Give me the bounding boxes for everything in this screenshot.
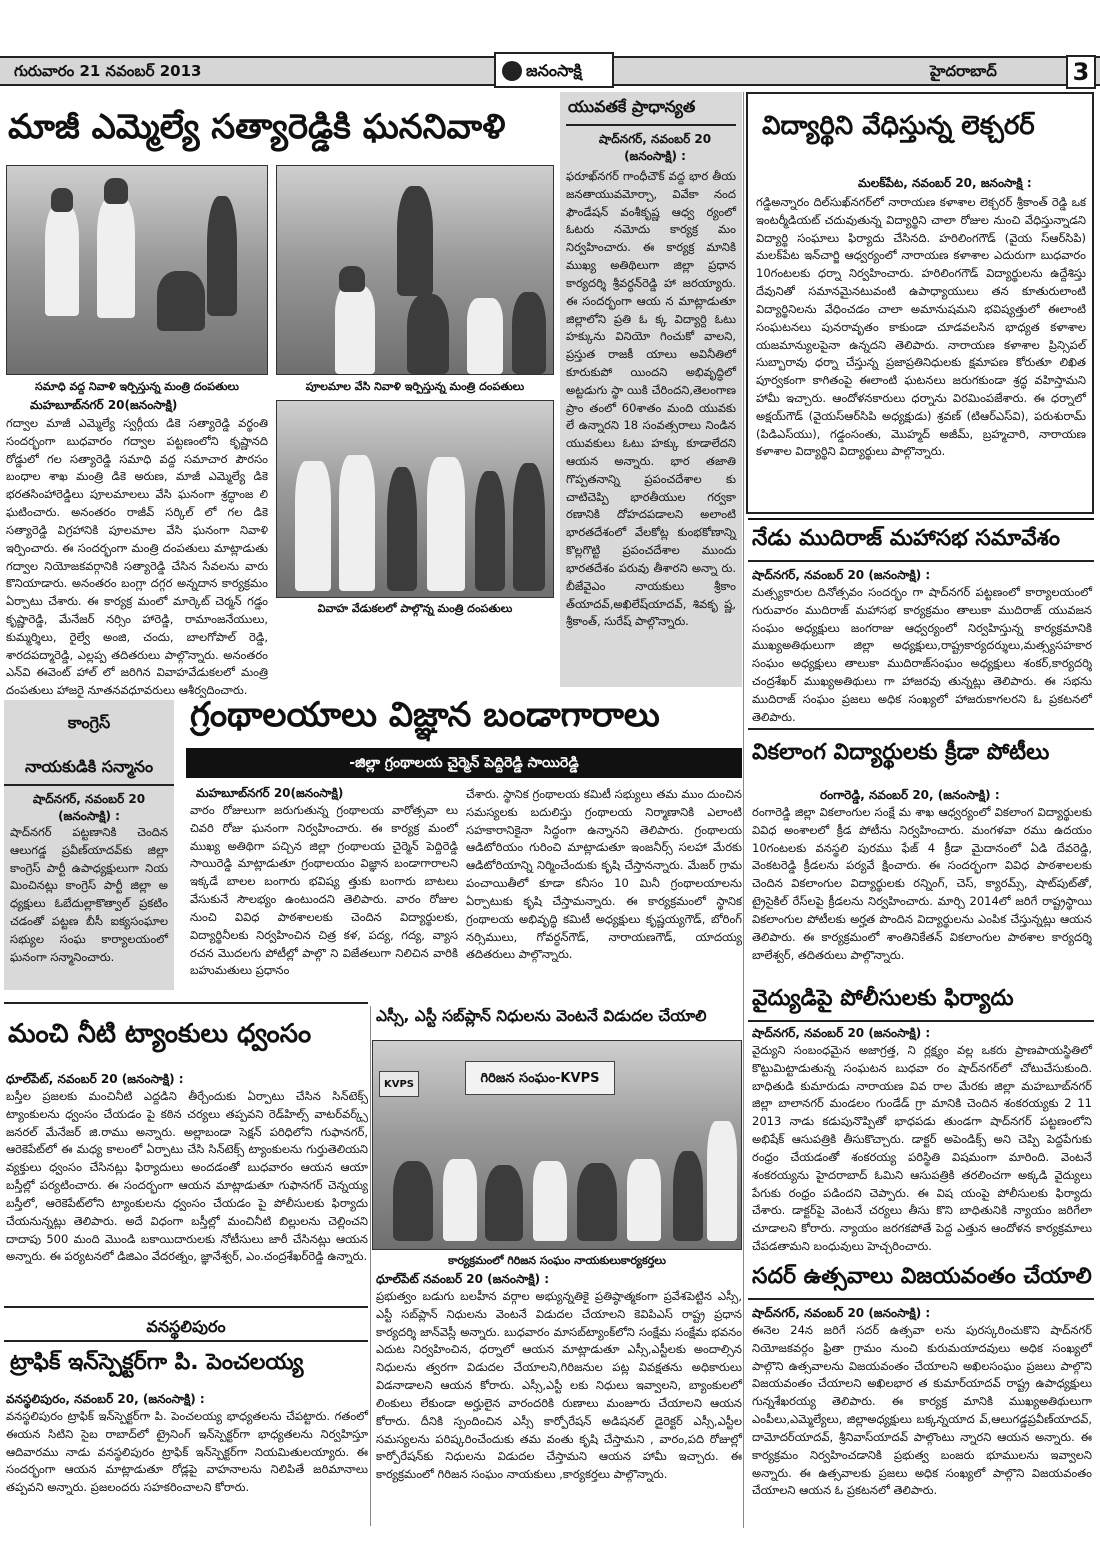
congress-dateline: షాద్‌నగర్, నవంబర్ 20 (జనంసాక్షి) :	[32, 792, 146, 823]
satyareddy-body: గద్వాల మాజీ ఎమ్మెల్యే స్వర్గీయ డికె సత్యారెడ్డి వర్థంతి సందర్భంగా బుధవారం గద్వాల పట్టణంలోని కృష్ణానది రోడ్డులో గల సత్యారెడ్డి సమాధి వద్ద సమాచార పౌరసం బంధాల శాఖ మంత్రి డికె అరుణ, మాజీ ఎమ్మెల్యే డికె భరతసింహారెడ్డిలు పూలమాలలు వేసి ఘనంగా శ్రద్ధాంజ లి ఘటించారు. అనంతరం రాజీవ్ సర్కిల్ లో గల డికె సత్యారెడ్డి విగ్రహానికి పూలమాల వేసి ఘనంగా నివాళి ఇర్పించారు. ఈ సందర్భంగా మంత్రి దంపతులు మాట్లాడుతు గద్వాల నియోజకవర్గానికి సత్యారెడ్డి చేసిన సేవలను వారు కొనియాడారు. అనంతరం బంగ్లా దగ్గర అన్నదాన కార్యక్రమం ఏర్పాటు చేశారు. ఈ కార్యక్ర మంలో మార్కెట్ చెర్మన్ గడ్డం కృష్ణారెడ్డి, మేనేజర్ నర్సిం హారెడ్డి, రామాంజనేయులు, కుమ్మర్శిలు, రైల్వే అంజి, చందు, బాలగోపాల్ రెడ్డి, శారదపద్మారెడ్డి, ఎల్లప్ప తదితరులు పాల్గొన్నారు. అనంతరం ఎన్‌వి ఈవెంట్ హాల్ లో జరిగిన వివాహవేడుకలలో మంత్రి దంపతులు హాజరై నూతనవధూవరులు ఆశీర్వదించారు.	[6, 416, 268, 698]
youth-panel	[560, 92, 742, 687]
youth-dateline: షాద్‌నగర్, నవంబర్ 20 (జనంసాక్షి) :	[598, 132, 712, 163]
issue-date: గురువారం 21 నవంబర్ 2013	[14, 62, 202, 80]
sadar-rule	[748, 1298, 1094, 1300]
lecturer-body: గడ్డిఅన్నారం దిల్‌సుఖ్‌నగర్‌లో నారాయణ కళాశాల లెక్చరర్ శ్రీకాంత్ రెడ్డి ఒక ఇంటర్మీడియట్ చదువుతున్న విద్యార్థిని చాలా రోజుల నుంచి వేధిస్తున్నాడని విద్యార్థి సంఘాలు ఫిర్యాదు చేసినది. హరిలింగగౌడ్ (వైయ స్‌ఆర్‌సిపి) మలక్‌పేట ఇన్‌చార్జి ఆధ్వర్యంలో నారాయణ కళాశాల ఎదురుగా బుధవారం 10గంటలకు ధర్నా నిర్వహించారు. హరిలింగగౌడ్ విద్యార్థులను ఉద్దేశిస్తు దేవునితో సమానమైనటువంటి ఉపాధ్యాయులు తన కూతురులాంటి విద్యార్థినిలను వేధించడం చాలా అమానుషమని భవిష్యత్తులో ఈలాంటి సంఘటనలు పునరావృతం కాకుండా చూడవలసిన భాధ్యత కళాశాల యజమాన్యులపైనా ఉన్నదని తెలిపారు. నారాయణ కళాశాల ప్రిన్సిపల్ సుబ్బారావు ధర్నా చేస్తున్న ప్రజాప్రతినిధులకు క్షమాపణ కోరుతూ లిఖిత పూర్వకంగా కాగితంపై ఈలాంటి ఘటనలు జరుగకుండా శ్రద్ధ వహిస్తామని హామీ ఇచ్చారు. ఆందోళనకారులు ధర్నాను విరమింపజేశారు. ఈ ధర్నాలో అక్షయ్‌గౌడ్ (వైయస్‌ఆర్‌సిపి అధ్యక్షుడు) శ్రవణ్ (టిఆర్‌ఎస్‌వి), పరుశురామ్ (పిడిఎస్‌యు), గడ్డంసంతు, మొహ్మద్ అజీమ్, బ్రహ్మచారి, నారాయణ కళాశాల విద్యార్థిని విద్యార్థులు పాల్గొన్నారు.	[756, 195, 1086, 459]
congress-body: షాద్‌నగర్ పట్టణానికి చెందిన ఆలుగడ్డ ప్రవీణ్‌యాదవ్‌కు జిల్లా కాంగ్రెస్ పార్టీ ఉపాధ్యక్షులుగా నియ మించినట్లు కాంగ్రెస్ పార్టీ జిల్లా అ ధ్యక్షులు ఓబేదుల్లాకొత్వాల్ ప్రకటిం చడంతో పట్టణ బీసీ ఐక్యసంఘాల సభ్యుల సంఘ కార్యాలయంలో ఘనంగా సన్మానించారు.	[10, 825, 168, 964]
mudiraj-dateline: షాద్‌నగర్, నవంబర్ 20 (జనంసాక్షి) :	[752, 568, 931, 582]
youth-body: ఫరూఖ్‌నగర్ గాంధీచౌక్ వద్ద భార తీయ జనతాయువమోర్చా, వివేకా నంద ఫౌండేషన్ వంశీకృష్ణ ఆధ్వ ర్యంలో ఓటరు నమోదు కార్యక్ర మం నిర్వహించారు. ఈ కార్యక్ర మానికి ముఖ్య అతిథిలుగా జిల్లా ప్రధాన కార్యదర్శి శ్రీవర్ధన్‌రెడ్డి హా జరయ్యారు. ఈ సందర్భంగా ఆయ న మాట్లాడుతూ జిల్లాలోని ప్రతి ఓ క్క విద్యార్ది ఓటు హక్కును వినియో గించుకో వాలని, ప్రస్తుత రాజకీ యాలు అవినీతిలో కూరుకుపో యిందని అభివృద్ధిలో అట్టడుగు స్థా యికి చేరిందని,తెలంగాణ ప్రాం తంలో 60శాతం మంది యువకు లే ఉన్నారని 18 సంవత్సరాలు నిండిన యువకులు ఓటు హక్కు కూడాలేదని ఆయన అన్నారు. భార తజాతి గొప్పతనాన్ని ప్రపంచదేశాల కు చాటిచెప్పి భారతీయుల గర్వకా రణానికి దోహదపడాలని అలాంటి భారతదేశంలో వేలకోట్ల కుంభకోణాన్ని కొల్లగొట్టి ప్రపంచదేశాల ముందు భారతదేశం పరువు తీశారని అన్నా రు. బీజేవైఎం నాయకులు శ్రీకాం త్‌యాదవ్,అఖిలేష్‌యాదవ్, శివకృ ష్ణ, శ్రీకాంత్, సురేష్ పాల్గొన్నారు.	[566, 169, 736, 629]
traffic-headline: ట్రాఫిక్ ఇన్‌స్పెక్టర్‌గా పి. పెంచలయ్య	[10, 1350, 304, 1375]
page-number: 3	[1066, 55, 1096, 89]
library-strap: -జిల్లా గ్రంథాలయ చైర్మెన్ పెద్దిరెడ్డి సాయిరెడ్డి	[186, 748, 742, 778]
lecturer-headline: విద్యార్థిని వేధిస్తున్న లెక్చరర్	[762, 111, 1035, 141]
traffic-body: వనస్థలిపురం ట్రాఫిక్ ఇన్‌స్పెక్టర్‌గా పి. పెంచలయ్య భాధ్యతలను చేపట్టారు. గతంలో ఈయన సిటిని సైబ రాబాద్‌లో ట్రైనింగ్ ఇన్‌స్పెక్టర్‌గా భాధ్యతలను నిర్వహిస్తూ ఆదివారము నాడు వనస్థలిపురం ట్రాఫిక్ ఇన్‌స్పెక్టర్‌గా నియమితులయ్యారు. ఈ సందర్భంగా ఆయన మాట్లాడుతూ రోడ్లపై వాహనాలను నిలిపితే జరిమానాలు తప్పవని అన్నారు. ప్రజలందరు సహకరించాలని కోరారు.	[6, 1409, 368, 1495]
congress-rule	[4, 784, 174, 786]
caption-wedding: వివాహ వేడుకలలో పాల్గొన్న మంత్రి దంపతులు	[317, 602, 513, 615]
library-body-col1: వారం రోజులుగా జరుగుతున్న గ్రంథాలయ వారోత్సవా లు చివరి రోజు ఘనంగా నిర్వహించారు. ఈ కార్యక్ర మంలో ముఖ్య అతిథిగా పచ్చిన జిల్లా గ్రంథాలయ చైర్మెన్ పెద్దిరెడ్డి సాయిరెడ్డి మాట్లాడుతూ గ్రంథాలయం విజ్ఞాన బండాగారాలని ఇక్కడే బాలల బంగారు భవిష్య త్తుకు బంగారు బాటలు వేసుకునే సౌలభ్యం ఉంటుందని తెలిపారు. వారం రోజుల నుంచి వివిధ పాఠశాలలకు చెందిన విద్యార్థులకు, విద్యార్థినీలకు నిర్వహించిన చిత్ర కళ, పద్య, గద్య, వ్యాస రచన మొదలగు పోటీల్లో పాల్గొ ని విజేతలుగా నిలిచిన వారికి బహుమతులు ప్రధానం	[190, 803, 458, 978]
handicapped-body: రంగారెడ్డి జిల్లా వికలాంగుల సంక్షే మ శాఖ ఆధ్వర్యంలో వికలాంగ విద్యార్థులకు వివిధ అంశాలలో క్రీడ పోటీను నిర్వహించారు. మంగళవా రము ఉదయం 10గంటలకు వనస్థలి పురము ఫేజ్ 4 క్రీడా మైదానంలో ఏడి దేవరెడ్డి, వెంకటరెడ్డి క్రీడలను పర్యవే క్షించారు. ఈ సందర్భంగా వివిధ పాఠశాలలకు చెందిన వికలాంగుల విద్యార్థులకు రన్నింగ్, చెస్, క్యారమ్స్, షాట్‌పుట్‌తో, ట్రైసైకిల్ రేస్‌లపై క్రీడలను నిర్వహించారు. మార్చి 2014లో జరిగే రాష్ట్రస్థాయి వికలాంగుల పోటీలకు అర్హత పొందిన విద్యార్థులను ఎంపిక చేస్తున్నట్లు ఆయన తెలిపారు. ఈ కార్యక్రమంలో శాంతినికేతన్ వికలాంగుల పాఠశాల కార్యదర్శి బాలేశ్వర్, తదితరులు పాల్గొన్నారు.	[752, 805, 1092, 962]
photo-kvps-dharna	[372, 1040, 742, 1250]
lecturer-box	[746, 92, 1094, 514]
traffic-rule	[4, 1306, 368, 1308]
satyareddy-dateline: మహబూబ్‌నగర్ 20(జనంసాక్షి)	[30, 398, 178, 412]
mudiraj-rule	[748, 518, 1094, 520]
subplan-headline: ఎస్సీ, ఎస్టీ సబ్‌ప్లాన్ నిధులను వెంటనే విడుదల చేయాలి	[376, 1007, 707, 1025]
subplan-body: ప్రభుత్వం బడుగు బలహీన వర్గాల అభ్యున్నతికై ప్రతిష్ఠాత్మకంగా ప్రవేశపెట్టిన ఎస్సీ, ఎస్టీ సబ్‌ప్లాన్ నిధులను వెంటనే విడుదల చేయాలని కెవిపిఎస్ రాష్ట్ర ప్రధాన కార్యదర్శి జాన్‌వెస్లీ అన్నారు. బుధవారం మాసబ్‌ట్యాంక్‌లోని సంక్షేమ సంక్షేమ భవనం ఎదుట నిర్వహించిన, ధర్నాలో ఆయన మాట్లాడుతూ ఎస్సీ,ఎస్టీలకు అందాల్సిన నిధులను త్వరగా విడుదల చేయాలని,గిరిజనుల పట్ల వివక్షతను అధికారులు విడనాడాలని ఆయన కోరారు. ఎస్సీ,ఎస్టీ లకు నిధులు ఇవ్వాలని, బ్యాంకులలో లింకులు లేకుండా అర్హులైన వారందరికి రుణాలు మంజూరు చేయాలని ఆయన కోరారు. దీనికి స్పందించిన ఎస్సీ కార్పోరేషన్ అడిషనల్ డైరెక్టర్ ఎస్సీ,ఎస్టీల సమస్యలను పరిష్కరించేందుకు తమ వంతు కృషి చేస్తామని , వారం,పది రోజుల్లో కార్పోరేషన్‌కు నిధులను విడుదల చేస్తామని ఆయన హామీ ఇచ్చారు. ఈ కార్యక్రమంలో గిరిజన సంఘం నాయకులు ,కార్యకర్తలు పాల్గొన్నారు.	[376, 1289, 742, 1482]
congress-headline: నాయకుడికి సన్మానం	[24, 757, 154, 776]
subplan-dateline: ధూల్‌పేట్ నవంబర్ 20 (జనంసాక్షి) :	[376, 1272, 550, 1286]
mudiraj-body: మత్స్యకారుల దినోత్సవం సందర్భం గా షాద్‌నగర్ పట్టణంలో కార్యాలయంలో గురువారం ముదిరాజ్ మహాసభ కార్యక్రమం తాలుకా ముదిరాజ్ యువజన సంఘం అధ్యక్షులు జంగరాజు ఆధ్వర్యంలో నిర్వహిస్తున్న కార్యక్రమానికి ముఖ్యఅతిథులుగా జిల్లా అధ్యక్షులు,రాష్ట్రకార్యదర్శులు,మత్స్యసహకార సంఘం అధ్యక్షులు తాలుకా ముదిరాజ్‌సంఘం అధ్యక్షులు శంకర్,కార్యదర్శి చంద్రశేఖర్ ముఖ్యఅతిథులు గా హాజరవు తున్నట్లు తెలిపారు. ఈ సభను ముదిరాజ్ సంఘం ప్రజలు అధిక సంఖ్యలో హాజరుకాగలరని ఓ ప్రకటనలో తెలిపారు.	[752, 585, 1092, 724]
library-body-col2: చేశారు. స్థానిక గ్రంథాలయ కమిటీ సభ్యులు తమ ముం దుంచిన సమస్యలకు బదులిస్తు గ్రంథాలయ నిర్మాణానికి ఎలాంటి సహకారానికైనా సిద్ధంగా ఉన్నానని తెలిపారు. గ్రంథాలయ ఆడిటోరియం గురించి మాట్లాడుతూ ఇంజనీర్స్ సలహా మేరకు ఆడిటోరియాన్ని నిర్మించేందుకు కృషి చేస్తానన్నారు. మేజర్ గ్రామ పంచాయితీలో కూడా కనీసం 10 మినీ గ్రంథాలయాలను ఏర్పాటుకు కృషి చేస్తామన్నారు. ఈ కార్యక్రమంలో స్థానిక గ్రంథాలయ అభివృద్ధి కమిటీ అధ్యక్షులు కృష్ణయ్యగౌడ్, బోరింగ్ నర్సిములు, గోవర్ధన్‌గౌడ్, నారాయణగౌడ్, యాదయ్య తదితరులు పాల్గొన్నారు.	[466, 787, 742, 962]
tanks-body: బస్తీల ప్రజలకు మంచినీటి ఎద్దడిని తీర్చేందుకు ఏర్పాటు చేసిన సిన్‌టెక్స్ ట్యాంకులను ధ్వంసం చేయడం పై కఠిన చర్యలు తప్పవని రెడ్‌హిల్స్ వాటర్‌వర్క్స్ జనరల్ మేనేజర్ జి.రాము అన్నారు. అల్లాబండా సెక్షన్ పరిధిలోని గుఫానగర్, ఆరెకెపేట్‌లో ఈ మధ్య కాలంలో ఏర్పాటు చేసి సిన్‌టెక్స్ ట్యాంకులను గుర్తుతెలియని వ్యక్తులు ధ్వంసం చేసినట్లు ఫిర్యాదులు అందడంతో బుధవారం ఆయన ఆయా బస్తీల్లో పర్యటించారు. ఈ సందర్భంగా ఆయన మాట్లాడుతూ గుఫానగర్ చెన్నయ్య బస్తీలో, ఆరెకెపేట్‌లోని ట్యాంకులను ధ్వంసం చేయడం పై పోలీసులకు ఫిర్యాదు చేయనున్నట్లు తెలిపారు. అదే విధంగా బస్తీల్లో మంచినీటి బిల్లులను చెల్లించని దాదాపు 500 మంది మొండి బకాయిదారులకు నోటీసులు జారీ చేసినట్లు ఆయన అన్నారు. ఈ పర్యటనలో డిజిఎం వేదరత్నం, జ్ఞానేశ్వర్, ఎం.చంద్రశేఖర్‌రెడ్డి ఉన్నారు.	[6, 1089, 368, 1264]
caption-kvps: కార్యక్రమంలో గిరిజన సంఘం నాయకులుకార్యకర్తలు	[448, 1254, 666, 1267]
kvps-banner: గిరిజన సంఘం-KVPS	[465, 1061, 615, 1095]
caption-samadhi: సమాధి వద్ద నివాళి ఇర్పిస్తున్న మంత్రి దంపతులు	[34, 380, 239, 393]
caption-statue: పూలమాల వేసి నివాళి ఇర్పిస్తున్న మంత్రి దంపతులు	[305, 380, 525, 393]
handicapped-rule	[748, 728, 1094, 730]
congress-kicker: కాంగ్రెస్	[67, 713, 111, 732]
tanks-headline: మంచి నీటి ట్యాంకులు ధ్వంసం	[8, 1019, 312, 1049]
handicapped-dateline: రంగారెడ్డి, నవంబర్ 20, (జనంసాక్షి) :	[820, 788, 1000, 802]
library-headline: గ్రంథాలయాలు విజ్ఞాన బండాగారాలు	[190, 695, 660, 735]
kvps-badge: KVPS	[379, 1071, 419, 1097]
column-divider-right	[743, 92, 744, 1528]
doctor-dateline: షాద్‌నగర్, నవంబర్ 20 (జనంసాక్షి) :	[752, 1026, 931, 1040]
youth-headline: యువతకే ప్రాధాన్యత	[568, 97, 696, 116]
youth-rule	[566, 124, 736, 126]
photo-samadhi	[6, 165, 268, 375]
photo-statue	[276, 165, 554, 375]
logo-emblem-icon	[502, 61, 522, 81]
masthead-name: జనంసాక్షి	[526, 61, 582, 80]
sadar-dateline: షాద్‌నగర్, నవంబర్ 20 (జనంసాక్షి) :	[752, 1306, 931, 1320]
masthead-logo	[494, 52, 614, 88]
column-divider-bottom	[370, 1006, 371, 1526]
lecturer-dateline: మలక్‌పేట, నవంబర్ 20, జనంసాక్షి :	[858, 176, 1032, 190]
handicapped-headline: వికలాంగ విద్యార్థులకు క్రీడా పోటీలు	[752, 740, 1050, 765]
sadar-body: ఈనెల 24న జరిగే సదర్ ఉత్సవా లను పురస్కరించుకొని షాద్‌నగర్ నియోజకవర్గం ఫ్రితా గ్రామం నుంచి కురుమయాదవులు అధిక సంఖ్యలో పాల్గొని ఉత్సవాలను విజయవంతం చేయాలని అఖిలసంఘం ప్రజలు పాల్గొని విజయవంతం చేయాలని అఖిలభార త కుమార్‌యాదవ్ రాష్ట్ర ఉపాధ్యక్షులు గున్నశేఖరయ్య తెలిపారు. ఈ కార్యక్ర మానికి ముఖ్యఅతిథులుగా ఎంపీలు,ఎమ్మెల్యేలు, జిల్లాఅధ్యక్షులు బక్కన్నయాద వ్,ఆలుగడ్డప్రవీణ్‌యాదవ్, దామోదర్‌యాదవ్, శ్రీనివాస్‌యాదవ్ పాల్గొంటు న్నారని ఆయన అన్నారు. ఈ కార్యక్రమం నిర్వహించడానికి ప్రభుత్వ బంజరు భూములను ఇవ్వాలని అన్నారు. ఈ ఉత్సవాలకు ప్రజలు అధిక సంఖ్యలో పాల్గొని విజయవంతం చేయాలని ఆయన ఓ ప్రకటనలో తెలిపారు.	[752, 1323, 1092, 1498]
doctor-body: వైద్యుని సంబంధమైన అజాగ్రత్త, ని ర్లక్ష్యం వల్ల ఒకరు ప్రాణపాయస్థితిలో కొట్టుమిట్టాడుతున్న సంఘటన బుధవా రం షాద్‌నగర్‌లో చోటుచేసుకుంది. బాధితుడి కుమారుడు నారాయణ వివ రాల మేరకు జిల్లా మహబూబ్‌నగర్ జిల్లా బాలానగర్ మండలం గుండేడ్ గ్రా మానికి చెందిన శంకరయ్యకు 2 11 2013 నాడు కడుపునొప్పితో భాధపడు తుండగా షాద్‌నగర్ పట్టణంలోని అభిషేక్ ఆసుపత్రికి తీసుకొచ్చారు. డాక్టర్ అపెండిక్స్ అని చెప్పి పెద్దపేగుకు రంధ్రం చేయడంతో శంకరయ్య పరిస్థితి విషమంగా మారింది. వెంటనే శంకరయ్యను హైదరాబాద్ ఓమిని ఆసుపత్రికి తరలించగా అక్కడి వైద్యులు పేగుకు రంధ్రం పడిందని చెప్పారు. ఈ విష యంపై పోలీసులకు ఫిర్యాదు చేశారు. డాక్టర్‌పై వెంటనే చర్యలు తీసు కొని బాధితునికి న్యాయం జరిగేలా చూడాలని కోరారు. న్యాయం జరగకపోతే పెద్ద ఎత్తున ఆందోళన కార్యక్రమాలు చేపడతామని బంధువులు హెచ్చరించారు.	[752, 1043, 1092, 1253]
doctor-rule	[748, 1020, 1094, 1022]
edition-city: హైదరాబాద్	[930, 62, 997, 80]
traffic-kicker: వనస్థలిపురం	[146, 1317, 226, 1336]
traffic-rule-mid	[4, 1340, 368, 1342]
traffic-dateline: వనస్థలిపురం, నవంబర్ 20, (జనంసాక్షి) :	[6, 1392, 205, 1406]
doctor-headline: వైద్యుడిపై పోలీసులకు ఫిర్యాదు	[752, 986, 1014, 1011]
tanks-rule	[4, 1002, 368, 1004]
congress-panel	[4, 700, 174, 990]
satyareddy-headline: మాజీ ఎమ్మెల్యే సత్యారెడ్డికి ఘననివాళి	[8, 107, 506, 147]
library-dateline: మహబూబ్‌నగర్ 20(జనంసాక్షి)	[196, 786, 344, 800]
tanks-dateline: ధూల్‌పేట్, నవంబర్ 20 (జనంసాక్షి) :	[6, 1072, 184, 1086]
mudiraj-headline: నేడు ముదిరాజ్ మహాసభ సమావేశం	[752, 526, 1061, 551]
photo-wedding	[276, 400, 554, 598]
mudiraj-rule-bottom	[748, 560, 1094, 562]
sadar-headline: సదర్ ఉత్సవాలు విజయవంతం చేయాలి	[752, 1264, 1092, 1289]
